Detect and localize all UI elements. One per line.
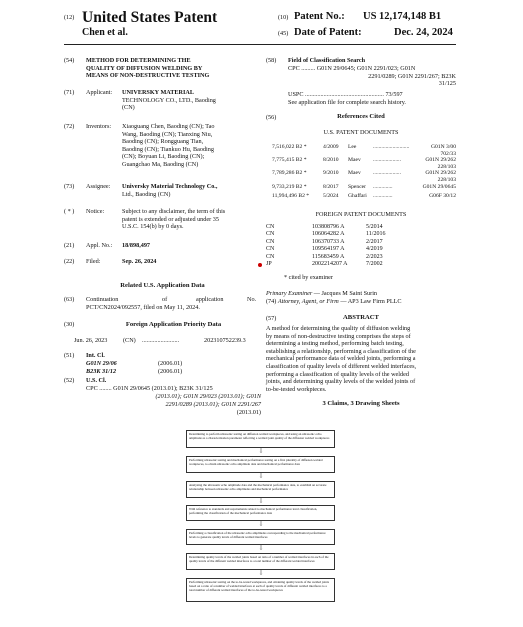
foreign-priority-country: (CN) — [123, 337, 136, 344]
field-cpc-line: CPC ......... G01N 29/0645; G01N 2291/023; G01N — [288, 65, 416, 72]
appl-label: Appl. No.: — [86, 242, 113, 249]
foreign-docs-heading: FOREIGN PATENT DOCUMENTS — [315, 211, 407, 218]
us-doc-number: 7,516,022 B2 * — [272, 144, 307, 150]
notice-value — [122, 208, 257, 231]
attorney-code: (74) — [266, 298, 277, 305]
notice-label: Notice: — [86, 208, 105, 215]
foreign-doc-number: 103808796 A — [312, 224, 345, 230]
uscl-line: (2013.01); G01N 29/023 (2013.01); G01N — [155, 393, 261, 400]
abstract-line: classification of quality levels of different welded interfaces, — [266, 362, 417, 370]
foreign-doc-date: 2/2023 — [366, 253, 383, 260]
us-doc-class: G01N 29/0645 — [422, 184, 456, 190]
patent-no-value: US 12,174,148 B1 — [363, 11, 442, 22]
foreign-doc-country: CN — [266, 246, 275, 253]
us-doc-class-secondary: 228/103 — [437, 177, 456, 183]
us-doc-number: 7,775,415 B2 * — [272, 157, 307, 163]
us-doc-number: 9,733,219 B2 * — [272, 184, 307, 190]
applicant-label: Applicant: — [86, 89, 113, 96]
filed-value: Sep. 26, 2024 — [122, 258, 157, 265]
flowchart-step-box: Performing a classification of the ultrasonic echo amplitudes corresponding to the mechanical performance levels to generate quality levels of different welded interfaces — [186, 529, 335, 545]
us-doc-date: 8/2017 — [323, 184, 339, 190]
us-doc-class: G01N 29/262 — [425, 157, 456, 163]
abstract-line: performing a classification of quality levels of the welded — [266, 370, 409, 378]
patent-office-title: United States Patent — [82, 9, 218, 26]
arrow-down-icon: ⇩ — [258, 499, 264, 505]
us-doc-dots: .......................... — [373, 144, 410, 150]
foreign-doc-country: JP — [266, 261, 272, 267]
abstract-line: mechanical performance data of welded joints, performing a — [266, 355, 416, 363]
foreign-doc-date: 2/2017 — [366, 238, 383, 245]
us-doc-date: 5/2024 — [323, 193, 339, 199]
applicant-line: TECHNOLOGY CO., LTD., Baoding — [122, 96, 216, 104]
date-value: Dec. 24, 2024 — [394, 27, 453, 38]
foreign-priority-heading: Foreign Application Priority Data — [125, 321, 222, 328]
attorney — [266, 298, 402, 306]
inventor-line: Baoding (CN); Tiankuo Hu, Baoding — [122, 145, 214, 153]
field-search-uspc: USPC ................................................... 73/597 — [288, 91, 403, 98]
intcl-code: (51) — [64, 352, 75, 359]
intcl-label: Int. Cl. — [86, 352, 105, 359]
inventor-line: Guangchao Ma, Baoding (CN) — [122, 160, 199, 168]
foreign-doc-country: CN — [266, 253, 275, 260]
kind-code-12: (12) — [64, 14, 75, 21]
assignee-line: Universky Material Technology Co., — [122, 183, 218, 190]
continuation-word-4: No. — [247, 296, 257, 303]
field-cpc-line: 31/125 — [438, 80, 456, 88]
inventors-label: Inventors: — [86, 123, 112, 130]
assignee-line: Ltd., Baoding (CN) — [122, 190, 171, 198]
flowchart-step-box: Determining quality levels of the welded joints based on ratio of a number of welded interfaces in each of the quality levels of the different welded interfaces to a total number of the different welded interfaces — [186, 553, 335, 570]
us-doc-dots: .................... — [373, 170, 401, 176]
abstract-line: joints, and determining quality levels of the welded joints of — [266, 378, 416, 386]
foreign-doc-country: CN — [266, 231, 275, 238]
us-doc-date: 9/2010 — [323, 170, 339, 176]
inventor-line: Wang, Baoding (CN); Tianxing Niu, — [122, 130, 213, 138]
foreign-doc-date: 4/2019 — [366, 246, 383, 253]
flowchart-step-box: With reference to standards and requirements related to mechanical performance level classification, performing the classification of the mechanical performance data — [186, 505, 335, 521]
assignee-code: (73) — [64, 183, 75, 190]
continuation-word-2: of — [162, 296, 168, 303]
notice-line: Subject to any disclaimer, the term of this — [122, 208, 226, 215]
date-label: Date of Patent: — [294, 27, 362, 38]
date-code: (45) — [278, 30, 289, 37]
primary-examiner-value: — Jacques M Saint Surin — [313, 290, 378, 297]
abstract-body — [266, 325, 458, 393]
arrow-down-icon: ⇩ — [258, 522, 264, 528]
us-doc-inventor: Maev — [348, 170, 361, 176]
foreign-priority-dots: ........................ — [142, 337, 180, 344]
uscl-line: 2291/0289 (2013.01); G01N 2291/267 — [165, 401, 261, 408]
inventor-line: Baoding (CN); Rongguang Tian, — [122, 138, 204, 146]
uscl-line: CPC ........ G01N 29/0645 (2013.01); B23K 31/125 — [86, 385, 213, 392]
foreign-doc-number: 115683459 A — [312, 253, 345, 260]
title-line: MEANS OF NON-DESTRUCTIVE TESTING — [86, 72, 210, 80]
arrow-down-icon: ⇩ — [258, 546, 264, 552]
abstract-line: establishing a relationship, performing a classification of the — [266, 347, 416, 355]
arrow-down-icon: ⇩ — [258, 449, 264, 455]
intcl-version: (2006.01) — [158, 368, 183, 375]
us-doc-dots: .............. — [373, 184, 393, 190]
lead-inventor: Chen et al. — [82, 27, 128, 38]
foreign-doc-number: 106064282 A — [312, 231, 345, 238]
field-search-heading: Field of Classification Search — [288, 57, 366, 64]
abstract-heading: ABSTRACT — [343, 314, 379, 321]
flowchart-step-box: Performing ultrasonic testing and mechanical performance testing on a first plurality of diffusion welded workpieces, to obtain ultrasonic echo amplitude data and mechanical performance data — [186, 456, 335, 473]
intcl-version: (2006.01) — [158, 360, 183, 367]
continuation-word-1: Continuation — [86, 296, 119, 303]
continuation-word-3: application — [196, 296, 224, 303]
foreign-doc-number: 106370733 A — [312, 238, 345, 245]
continuation-line: PCT/CN2024/092557, filed on May 11, 2024. — [86, 304, 200, 311]
foreign-doc-country: CN — [266, 238, 275, 245]
header-rule — [64, 44, 456, 45]
foreign-doc-country: CN — [266, 224, 275, 230]
primary-examiner — [266, 290, 377, 298]
foreign-priority-code: (30) — [64, 321, 75, 328]
us-doc-inventor: Spencer — [348, 184, 367, 190]
invention-title — [86, 57, 261, 80]
attorney-value: — AP3 Law Firm PLLC — [340, 298, 402, 305]
patent-no-code: (10) — [278, 14, 289, 21]
flowchart-step-box: Determining to perform ultrasonic testing on diffusion welded workpieces, and using an ultrasonic echo amplitude as a characterization parameter reflecting a welded joint quality of the diffusion welded workpieces — [186, 430, 335, 448]
us-doc-class: G06F 30/12 — [429, 193, 456, 199]
us-doc-class: G01N 29/262 — [425, 170, 456, 176]
appl-value: 18/898,497 — [122, 242, 151, 249]
us-doc-inventor: Lee — [348, 144, 357, 150]
us-doc-class-secondary: 228/103 — [437, 164, 456, 170]
foreign-doc-date: 5/2014 — [366, 224, 383, 230]
abstract-line: by means of non-destructive testing comprises the steps of — [266, 332, 411, 340]
field-cpc-line: 2291/0289; G01N 2291/267; B23K — [368, 72, 456, 80]
attorney-label: Attorney, Agent, or Firm — [277, 298, 339, 305]
patent-no-label: Patent No.: — [294, 11, 345, 22]
foreign-doc-date: 11/2016 — [366, 231, 386, 238]
notice-line: U.S.C. 154(b) by 0 days. — [122, 223, 184, 231]
inventors-code: (72) — [64, 123, 75, 130]
uscl-line: (2013.01) — [236, 409, 261, 416]
foreign-doc-number: 2002214207 A — [312, 261, 348, 267]
us-doc-class: G01N 3/00 — [430, 144, 456, 150]
refs-heading: References Cited — [337, 113, 385, 120]
filed-label: Filed: — [86, 258, 101, 265]
cited-by-examiner: * cited by examiner — [284, 274, 333, 281]
applicant-value — [122, 89, 257, 112]
field-search-cpc — [288, 65, 456, 88]
primary-examiner-label: Primary Examiner — [266, 290, 313, 297]
foreign-priority-date: Jun. 26, 2023 — [74, 337, 108, 344]
field-search-code: (58) — [266, 57, 277, 64]
title-line: QUALITY OF DIFFUSION WELDING BY — [86, 64, 203, 72]
intcl-class: G01N 29/06 — [86, 360, 117, 367]
foreign-doc-date: 7/2002 — [366, 261, 383, 267]
inventor-line: Xiaoguang Chen, Baoding (CN); Tao — [122, 123, 215, 130]
abstract-code: (57) — [266, 315, 277, 322]
us-doc-class-secondary: 702/33 — [440, 151, 456, 157]
inventor-line: (CN); Boyuan Li, Baoding (CN); — [122, 153, 205, 161]
continuation-code: (63) — [64, 296, 75, 303]
abstract-line: determining a testing method, performing batch testing, — [266, 340, 404, 348]
refs-code: (56) — [266, 114, 277, 121]
us-doc-inventor: Maev — [348, 157, 361, 163]
uscl-label: U.S. Cl. — [86, 377, 107, 384]
us-doc-dots: .............. — [373, 193, 393, 199]
appl-code: (21) — [64, 242, 75, 249]
us-doc-number: 11,994,496 B2 * — [272, 193, 310, 199]
filed-code: (22) — [64, 258, 75, 265]
flowchart-step-box: Performing ultrasonic testing on the to-be-tested workpieces, and obtaining quality levels of the welded joints based on a ratio of a number of welded interfaces at each of quality levels of different welded interfaces to a total number of different welded interfaces of the to-be-tested workpieces — [186, 578, 335, 602]
flowchart-step-box: Analyzing the ultrasonic echo amplitude data and the mechanical performance data, to establish an accurate relationship between ultrasonic echo amplitudes and mechanical performance — [186, 481, 335, 498]
us-doc-dots: .................... — [373, 157, 401, 163]
us-doc-inventor: Ghaffari — [348, 193, 367, 199]
arrow-down-icon: ⇩ — [258, 571, 264, 577]
us-doc-number: 7,789,286 B2 * — [272, 170, 307, 176]
notice-line: patent is extended or adjusted under 35 — [122, 215, 219, 223]
title-code: (54) — [64, 57, 75, 64]
us-doc-date: 8/2010 — [323, 157, 339, 163]
foreign-priority-number: 202310752239.3 — [204, 337, 246, 344]
applicant-code: (71) — [64, 89, 75, 96]
claims-drawings: 3 Claims, 3 Drawing Sheets — [322, 400, 400, 407]
abstract-line: to-be-tested workpieces. — [266, 385, 327, 393]
field-search-see: See application file for complete search history. — [288, 99, 406, 106]
notice-code: ( * ) — [64, 208, 75, 215]
foreign-doc-number: 109564197 A — [312, 246, 345, 253]
intcl-class: B23K 31/12 — [86, 368, 117, 375]
abstract-line: A method for determining the quality of diffusion welding — [266, 325, 411, 332]
title-line: METHOD FOR DETERMINING THE — [86, 57, 191, 64]
uscl-code: (52) — [64, 377, 75, 384]
assignee-value — [122, 183, 257, 198]
arrow-down-icon: ⇩ — [258, 474, 264, 480]
us-doc-date: 4/2009 — [323, 144, 339, 150]
marker-dot-icon — [258, 263, 262, 267]
inventors-value — [122, 123, 257, 169]
us-docs-heading: U.S. PATENT DOCUMENTS — [323, 129, 399, 136]
applicant-line: (CN) — [122, 104, 135, 112]
applicant-line: UNIVERSKY MATERIAL — [122, 89, 195, 96]
assignee-label: Assignee: — [86, 183, 111, 190]
related-heading: Related U.S. Application Data — [120, 282, 205, 289]
